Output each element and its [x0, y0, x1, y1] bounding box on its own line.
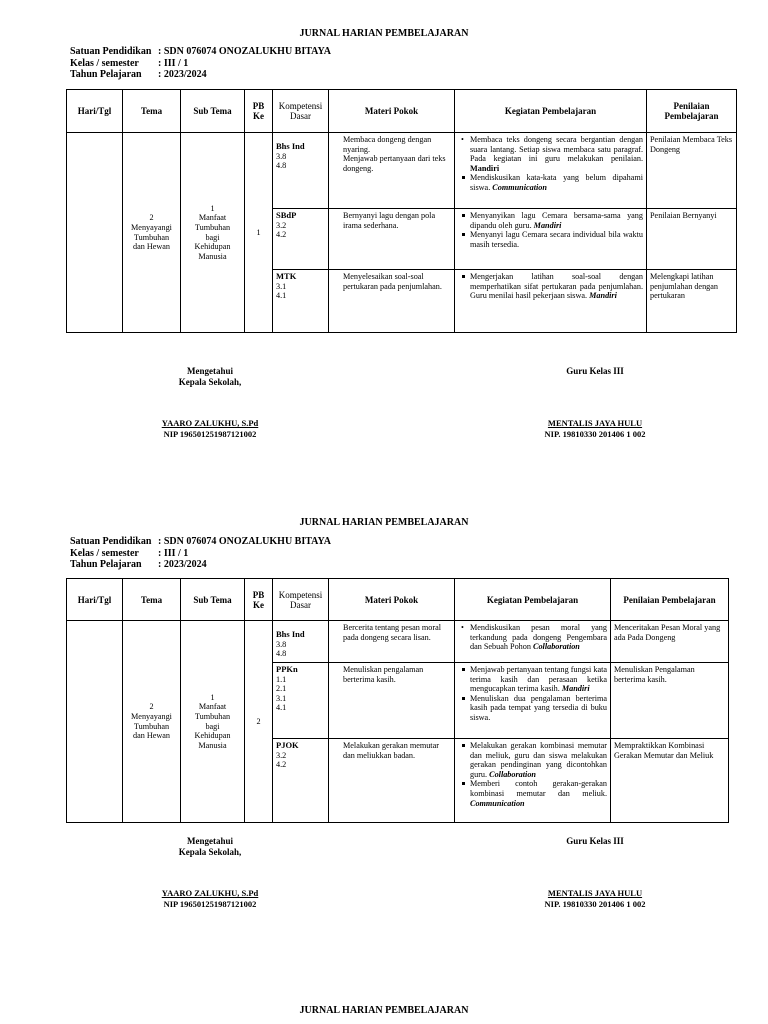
materi-cell: Bercerita tentang pesan moral pada dongeng secara lisan.: [329, 621, 455, 663]
penilaian-cell: Menceritakan Pesan Moral yang ada Pada Dongeng: [611, 621, 729, 663]
meta-value: : SDN 076074 ONOZALUKHU BITAYA: [158, 536, 331, 547]
kd-cell: SBdP 3.2 4.2: [273, 209, 329, 270]
header-subtema: Sub Tema: [181, 90, 245, 133]
header-materi: Materi Pokok: [329, 579, 455, 621]
journal-title-3: JURNAL HARIAN PEMBELAJARAN: [299, 1005, 469, 1016]
signature-right-2: Guru Kelas III: [566, 836, 624, 846]
penilaian-cell: Menuliskan Pengalaman berterima kasih.: [611, 663, 729, 739]
hari-cell: [67, 621, 123, 823]
header-hari: Hari/Tgl: [67, 579, 123, 621]
materi-cell: Melakukan gerakan memutar dan meliukkan badan.: [329, 739, 455, 823]
kegiatan-cell: [455, 739, 611, 823]
kegiatan-item: Menyanyi lagu Cemara secara individual bila waktu masih tersedia.: [458, 230, 643, 249]
kegiatan-item: Melakukan gerakan kombinasi memutar dan meliuk, guru dan siswa melakukan gerakan pendinginan yang dicontohkan guru. Collaboration: [458, 741, 607, 779]
header-kd: Kompetensi Dasar: [273, 90, 329, 133]
header-materi: Materi Pokok: [329, 90, 455, 133]
kegiatan-cell: [455, 621, 611, 663]
header-subtema: Sub Tema: [181, 579, 245, 621]
signature-left-2: Mengetahui Kepala Sekolah,: [178, 836, 242, 857]
kegiatan-cell: [455, 209, 647, 270]
kegiatan-cell: [455, 663, 611, 739]
subtema-cell: 1 Manfaat Tumbuhan bagi Kehidupan Manusia: [181, 621, 245, 823]
header-tema: Tema: [123, 90, 181, 133]
journal-title-1: JURNAL HARIAN PEMBELAJARAN: [299, 28, 469, 39]
penilaian-cell: Melengkapi latihan penjumlahan dengan pertukaran: [647, 270, 737, 333]
journal-table-1: [66, 89, 737, 333]
meta-value: : SDN 076074 ONOZALUKHU BITAYA: [158, 46, 331, 57]
journal-table-2: [66, 578, 729, 823]
signature-left-name-2: YAARO ZALUKHU, S.Pd NIP 196501251987121002: [161, 888, 259, 909]
meta-label: Tahun Pelajaran: [70, 69, 142, 80]
kd-cell: PPKn 1.1 2.1 3.1 4.1: [273, 663, 329, 739]
kd-cell: MTK 3.1 4.1: [273, 270, 329, 333]
header-kegiatan: Kegiatan Pembelajaran: [455, 90, 647, 133]
header-pb: PB Ke: [245, 90, 273, 133]
header-pb: PB Ke: [245, 579, 273, 621]
kegiatan-item: Mendiskusikan kata-kata yang belum dipahami siswa. Communication: [458, 173, 643, 192]
header-penilaian: Penilaian Pembelajaran: [647, 90, 737, 133]
meta-block-2: [70, 536, 331, 571]
hari-cell: [67, 133, 123, 333]
signature-left-name-1: YAARO ZALUKHU, S.Pd NIP 196501251987121002: [161, 418, 259, 439]
kegiatan-item: • Membaca teks dongeng secara bergantian dengan suara lantang. Setiap siswa membaca satu paragraf. Pada kegiatan ini guru melakukan penilaian. Mandiri: [458, 135, 643, 173]
kegiatan-cell: [455, 133, 647, 209]
materi-cell: Bernyanyi lagu dengan pola irama sederhana.: [329, 209, 455, 270]
meta-label: Tahun Pelajaran: [70, 559, 142, 570]
meta-block-1: [70, 46, 331, 81]
meta-value: : 2023/2024: [158, 69, 207, 80]
kegiatan-item: Memberi contoh gerakan-gerakan kombinasi memutar dan meliuk. Communication: [458, 779, 607, 808]
materi-cell: Menuliskan pengalaman berterima kasih.: [329, 663, 455, 739]
meta-label: Kelas / semester: [70, 547, 139, 559]
kegiatan-item: Menuliskan dua pengalaman berterima kasih pada tempat yang tersedia di buku siswa.: [458, 694, 607, 723]
header-kegiatan: Kegiatan Pembelajaran: [455, 579, 611, 621]
meta-label: Satuan Pendidikan: [70, 536, 152, 547]
pb-cell: 2: [245, 621, 273, 823]
kegiatan-item: Mengerjakan latihan soal-soal dengan memperhatikan sifat pertukaran pada penjumlahan. Guru menilai hasil pekerjaan siswa. Mandiri: [458, 272, 643, 301]
materi-cell: Membaca dongeng dengan nyaring. Menjawab pertanyaan dari teks dongeng.: [329, 133, 455, 209]
kegiatan-item: Menyanyikan lagu Cemara bersama-sama yang dipandu oleh guru. Mandiri: [458, 211, 643, 230]
kegiatan-item: Menjawab pertanyaan tentang fungsi kata terima kasih dan perasaan ketika mengucapkan terima kasih. Mandiri: [458, 665, 607, 694]
meta-value: : 2023/2024: [158, 559, 207, 570]
header-tema: Tema: [123, 579, 181, 621]
tema-cell: 2 Menyayangi Tumbuhan dan Hewan: [123, 133, 181, 333]
header-kd: Kompetensi Dasar: [273, 579, 329, 621]
kd-cell: Bhs Ind 3.8 4.8: [273, 621, 329, 663]
pb-cell: 1: [245, 133, 273, 333]
signature-right-name-1: MENTALIS JAYA HULU NIP. 19810330 201406 1 002: [544, 418, 646, 439]
header-penilaian: Penilaian Pembelajaran: [611, 579, 729, 621]
meta-value: : III / 1: [158, 547, 189, 559]
kd-cell: Bhs Ind 3.8 4.8: [273, 133, 329, 209]
meta-label: Kelas / semester: [70, 57, 139, 69]
kegiatan-cell: [455, 270, 647, 333]
penilaian-cell: Penilaian Bernyanyi: [647, 209, 737, 270]
kegiatan-item: • Mendiskusikan pesan moral yang terkandung pada dongeng Pengembara dan Sebuah Pohon Collaboration: [458, 623, 607, 652]
signature-right-name-2: MENTALIS JAYA HULU NIP. 19810330 201406 1 002: [544, 888, 646, 909]
subtema-cell: 1 Manfaat Tumbuhan bagi Kehidupan Manusia: [181, 133, 245, 333]
penilaian-cell: Mempraktikkan Kombinasi Gerakan Memutar dan Meliuk: [611, 739, 729, 823]
kd-cell: PJOK 3.2 4.2: [273, 739, 329, 823]
meta-value: : III / 1: [158, 57, 189, 69]
penilaian-cell: Penilaian Membaca Teks Dongeng: [647, 133, 737, 209]
header-hari: Hari/Tgl: [67, 90, 123, 133]
materi-cell: Menyelesaikan soal-soal pertukaran pada penjumlahan.: [329, 270, 455, 333]
meta-label: Satuan Pendidikan: [70, 46, 152, 57]
tema-cell: 2 Menyayangi Tumbuhan dan Hewan: [123, 621, 181, 823]
signature-left-1: Mengetahui Kepala Sekolah,: [178, 366, 242, 387]
signature-right-1: Guru Kelas III: [566, 366, 624, 376]
journal-title-2: JURNAL HARIAN PEMBELAJARAN: [299, 517, 469, 528]
